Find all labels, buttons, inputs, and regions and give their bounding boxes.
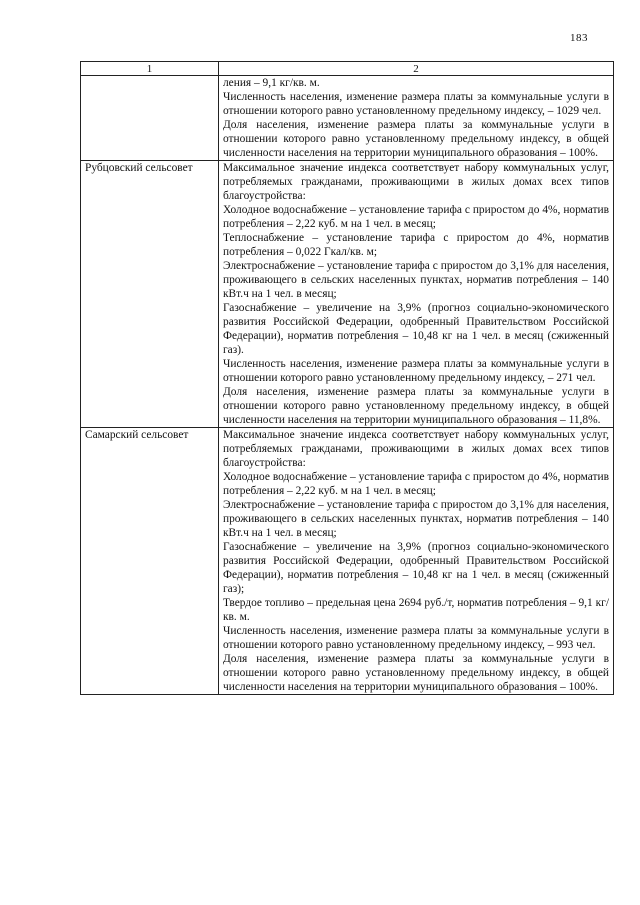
municipality-name bbox=[81, 76, 219, 161]
paragraph: ления – 9,1 кг/кв. м. bbox=[223, 77, 320, 89]
paragraph: Холодное водоснабжение – установление тарифа с приростом до 4%, норматив потребления – 2,22 куб. м на 1 чел. в месяц; bbox=[223, 204, 609, 230]
paragraph: Максимальное значение индекса соответствует набору коммунальных услуг, потребляемых гражданами, проживающими в жилых домах всех типов благоустройства: bbox=[223, 429, 609, 469]
paragraph: Газоснабжение – увеличение на 3,9% (прогноз социально-экономического развития Российской Федерации, одобренный Правительством Российской Федерации), норматив потребления – 10,48 кг на 1 чел. в месяц (сжиженный газ). bbox=[223, 302, 609, 356]
paragraph: Численность населения, изменение размера платы за коммунальные услуги в отношении которого равно установленному предельному индексу, – 993 чел. bbox=[223, 625, 609, 651]
paragraph: Доля населения, изменение размера платы за коммунальные услуги в отношении которого равно установленному предельному индексу, в общей численности населения на территории муниципального образования – 11,8%. bbox=[223, 386, 609, 426]
table-row bbox=[81, 428, 614, 695]
indicator-description bbox=[219, 76, 614, 161]
paragraph: Максимальное значение индекса соответствует набору коммунальных услуг, потребляемых гражданами, проживающими в жилых домах всех типов благоустройства: bbox=[223, 162, 609, 202]
indicator-description bbox=[219, 428, 614, 695]
paragraph: Численность населения, изменение размера платы за коммунальные услуги в отношении которого равно установленному предельному индексу, – 271 чел. bbox=[223, 358, 609, 384]
paragraph: Численность населения, изменение размера платы за коммунальные услуги в отношении которого равно установленному предельному индексу, – 1029 чел. bbox=[223, 91, 609, 117]
paragraph: Газоснабжение – увеличение на 3,9% (прогноз социально-экономического развития Российской Федерации, одобренный Правительством Российской Федерации), норматив потребления – 10,48 кг на 1 чел. в месяц (сжиженный газ); bbox=[223, 541, 609, 595]
table-row bbox=[81, 161, 614, 428]
tariff-table bbox=[80, 61, 614, 695]
paragraph: Холодное водоснабжение – установление тарифа с приростом до 4%, норматив потребления – 2,22 куб. м на 1 чел. в месяц; bbox=[223, 471, 609, 497]
column-header-2: 2 bbox=[219, 62, 614, 76]
paragraph: Теплоснабжение – установление тарифа с приростом до 4%, норматив потребления – 0,022 Гкал/кв. м; bbox=[223, 232, 609, 258]
paragraph: Доля населения, изменение размера платы за коммунальные услуги в отношении которого равно установленному предельному индексу, в общей численности населения на территории муниципального образования – 100%. bbox=[223, 119, 609, 159]
paragraph: Доля населения, изменение размера платы за коммунальные услуги в отношении которого равно установленному предельному индексу, в общей численности населения на территории муниципального образования – 100%. bbox=[223, 653, 609, 693]
paragraph: Электроснабжение – установление тарифа с приростом до 3,1% для населения, проживающего в сельских населенных пунктах, норматив потребления – 140 кВт.ч на 1 чел. в месяц; bbox=[223, 499, 609, 539]
page-number: 183 bbox=[570, 32, 588, 44]
municipality-name: Рубцовский сельсовет bbox=[81, 161, 219, 428]
header-row bbox=[81, 62, 614, 76]
indicator-description bbox=[219, 161, 614, 428]
paragraph: Электроснабжение – установление тарифа с приростом до 3,1% для населения, проживающего в сельских населенных пунктах, норматив потребления – 140 кВт.ч на 1 чел. в месяц; bbox=[223, 260, 609, 300]
paragraph: Твердое топливо – предельная цена 2694 руб./т, норматив потребления – 9,1 кг/кв. м. bbox=[223, 597, 609, 623]
column-header-1: 1 bbox=[81, 62, 219, 76]
municipality-name: Самарский сельсовет bbox=[81, 428, 219, 695]
table-row bbox=[81, 76, 614, 161]
